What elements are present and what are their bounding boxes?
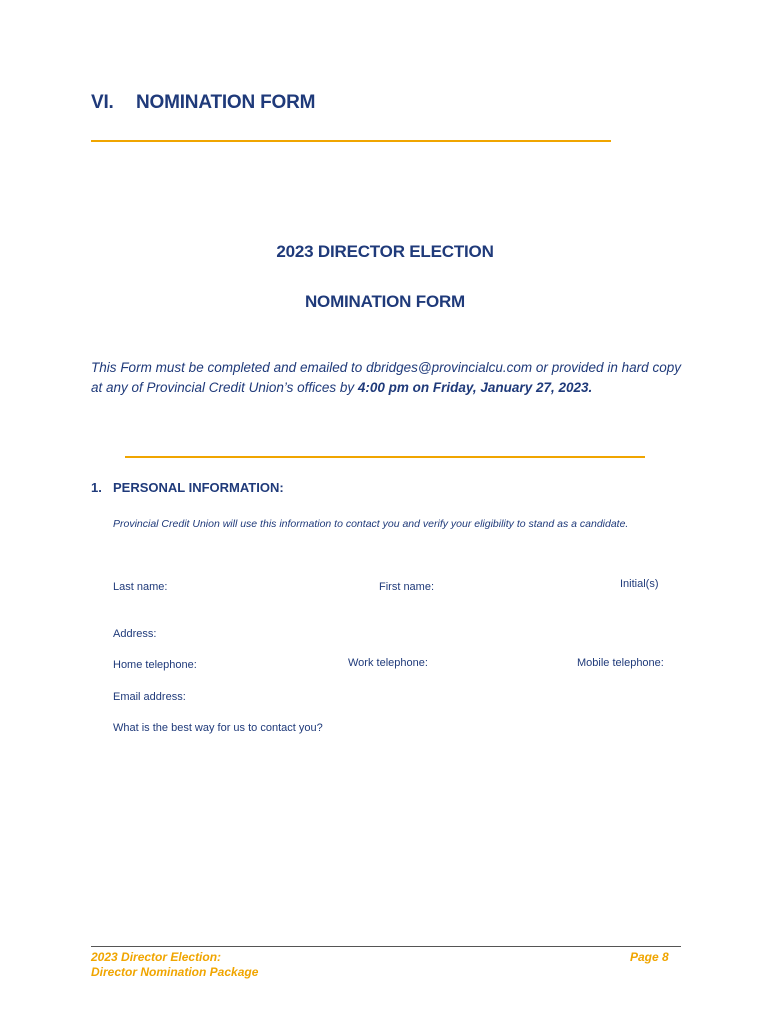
address-label: Address: (113, 628, 157, 640)
footer-line-1: 2023 Director Election: (91, 950, 222, 964)
personal-info-number: 1. (91, 480, 102, 495)
intro-end: . (588, 380, 593, 395)
section-number: VI. (91, 92, 114, 113)
mobile-phone-label: Mobile telephone: (577, 657, 664, 669)
intro-text: This Form must be completed and emailed to dbridges@provincialcu.com or provided in hard copy at any of Provincial Credit Union’s offices by (91, 360, 681, 395)
personal-info-note: Provincial Credit Union will use this information to contact you and verify your eligibility to stand as a candidate. (113, 518, 629, 530)
section-divider (91, 140, 611, 142)
section-heading (91, 92, 315, 114)
initials-label: Initial(s) (620, 578, 659, 590)
work-phone-label: Work telephone: (348, 657, 428, 669)
home-phone-label: Home telephone: (113, 659, 197, 671)
intro-paragraph (91, 358, 681, 398)
form-title-election: 2023 DIRECTOR ELECTION (276, 242, 494, 261)
first-name-label: First name: (379, 581, 435, 593)
personal-info-heading (91, 480, 284, 495)
last-name-label: Last name: (113, 581, 168, 593)
footer-document-title (91, 950, 258, 980)
deadline-text: 4:00 pm on Friday, January 27, 2023 (357, 380, 589, 395)
footer-line-2: Director Nomination Package (91, 965, 259, 979)
section-title: NOMINATION FORM (136, 92, 316, 113)
form-title-nomination: NOMINATION FORM (304, 292, 466, 311)
email-label: Email address: (113, 691, 186, 703)
page-number: Page 8 (630, 950, 669, 964)
footer-rule (91, 946, 681, 947)
contact-preference-label: What is the best way for us to contact you? (113, 722, 323, 734)
intro-divider (125, 456, 645, 458)
personal-info-title: PERSONAL INFORMATION: (113, 480, 284, 495)
